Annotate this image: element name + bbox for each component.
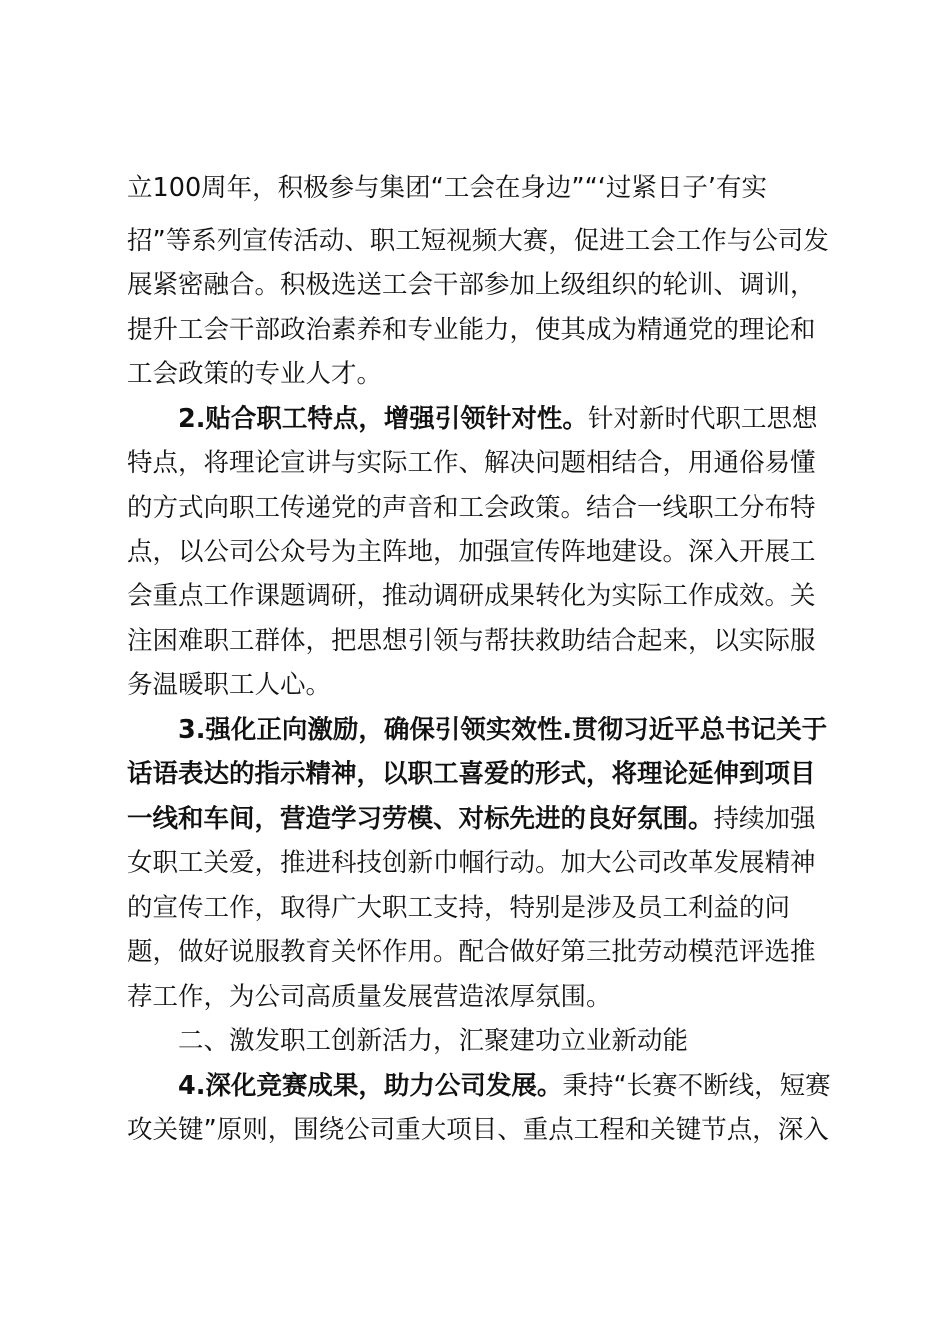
text-line	[127, 263, 816, 307]
text-line	[127, 930, 816, 974]
text-run: 女职工关爱，推进科技创新巾帼行动。加大公司改革发展精神	[127, 848, 816, 878]
text-run: 持续加强	[713, 804, 816, 834]
text-run: 会重点工作课题调研，推动调研成果转化为实际工作成效。关	[127, 581, 816, 611]
text-line	[127, 166, 767, 210]
text-run: 的宣传工作，取得广大职工支持，特别是涉及员工利益的问	[127, 893, 791, 923]
text-line	[127, 308, 816, 352]
text-line	[127, 619, 816, 663]
text-line	[178, 708, 827, 752]
text-line	[127, 752, 816, 796]
text-line	[178, 1019, 688, 1063]
text-line	[127, 530, 816, 574]
chapter-heading: 二、激发职工创新活力，汇聚建功立业新动能	[178, 1026, 689, 1056]
text-line	[178, 1064, 831, 1108]
section-heading: 3.强化正向激励，确保引领实效性.贯彻习近平总书记关于	[178, 715, 828, 745]
text-line	[127, 886, 790, 930]
text-run: 攻关键”原则，围绕公司重大项目、重点工程和关键节点，深入	[127, 1115, 829, 1145]
text-line	[127, 219, 829, 263]
text-line	[178, 397, 817, 441]
text-run: 注困难职工群体，把思想引领与帮扶救助结合起来，以实际服	[127, 626, 816, 656]
text-line	[127, 841, 816, 885]
text-line	[127, 574, 816, 618]
section-heading: 2.贴合职工特点，增强引领针对性。	[178, 404, 588, 434]
text-run: 题，做好说服教育关怀作用。配合做好第三批劳动模范评选推	[127, 937, 816, 967]
text-run: 招”等系列宣传活动、职工短视频大赛，促进工会工作与公司发	[127, 226, 829, 256]
text-line	[127, 441, 816, 485]
text-run: 务温暖职工人心。	[127, 670, 332, 700]
text-line	[127, 797, 816, 841]
text-run: 提升工会干部政治素养和专业能力，使其成为精通党的理论和	[127, 315, 816, 345]
section-heading: 话语表达的指示精神，以职工喜爱的形式，将理论延伸到项目	[127, 759, 816, 789]
text-run: 针对新时代职工思想	[587, 404, 818, 434]
text-line	[127, 975, 612, 1019]
text-line	[127, 486, 816, 530]
text-run: 立100周年，积极参与集团“工会在身边”“‘过紧日子’有实	[127, 173, 768, 203]
text-line	[127, 1108, 829, 1152]
text-run: 工会政策的专业人才。	[127, 359, 383, 389]
text-line	[127, 352, 382, 396]
text-line	[127, 663, 331, 707]
text-run: 荐工作，为公司高质量发展营造浓厚氛围。	[127, 982, 612, 1012]
text-run: 点，以公司公众号为主阵地，加强宣传阵地建设。深入开展工	[127, 537, 816, 567]
text-run: 秉持“长赛不断线，短赛	[562, 1071, 831, 1101]
text-run: 展紧密融合。积极选送工会干部参加上级组织的轮训、调训，	[127, 270, 816, 300]
section-heading: 一线和车间，营造学习劳模、对标先进的良好氛围。	[127, 804, 714, 834]
text-run: 的方式向职工传递党的声音和工会政策。结合一线职工分布特	[127, 493, 816, 523]
section-heading: 4.深化竞赛成果，助力公司发展。	[178, 1071, 563, 1101]
text-run: 特点，将理论宣讲与实际工作、解决问题相结合，用通俗易懂	[127, 448, 816, 478]
